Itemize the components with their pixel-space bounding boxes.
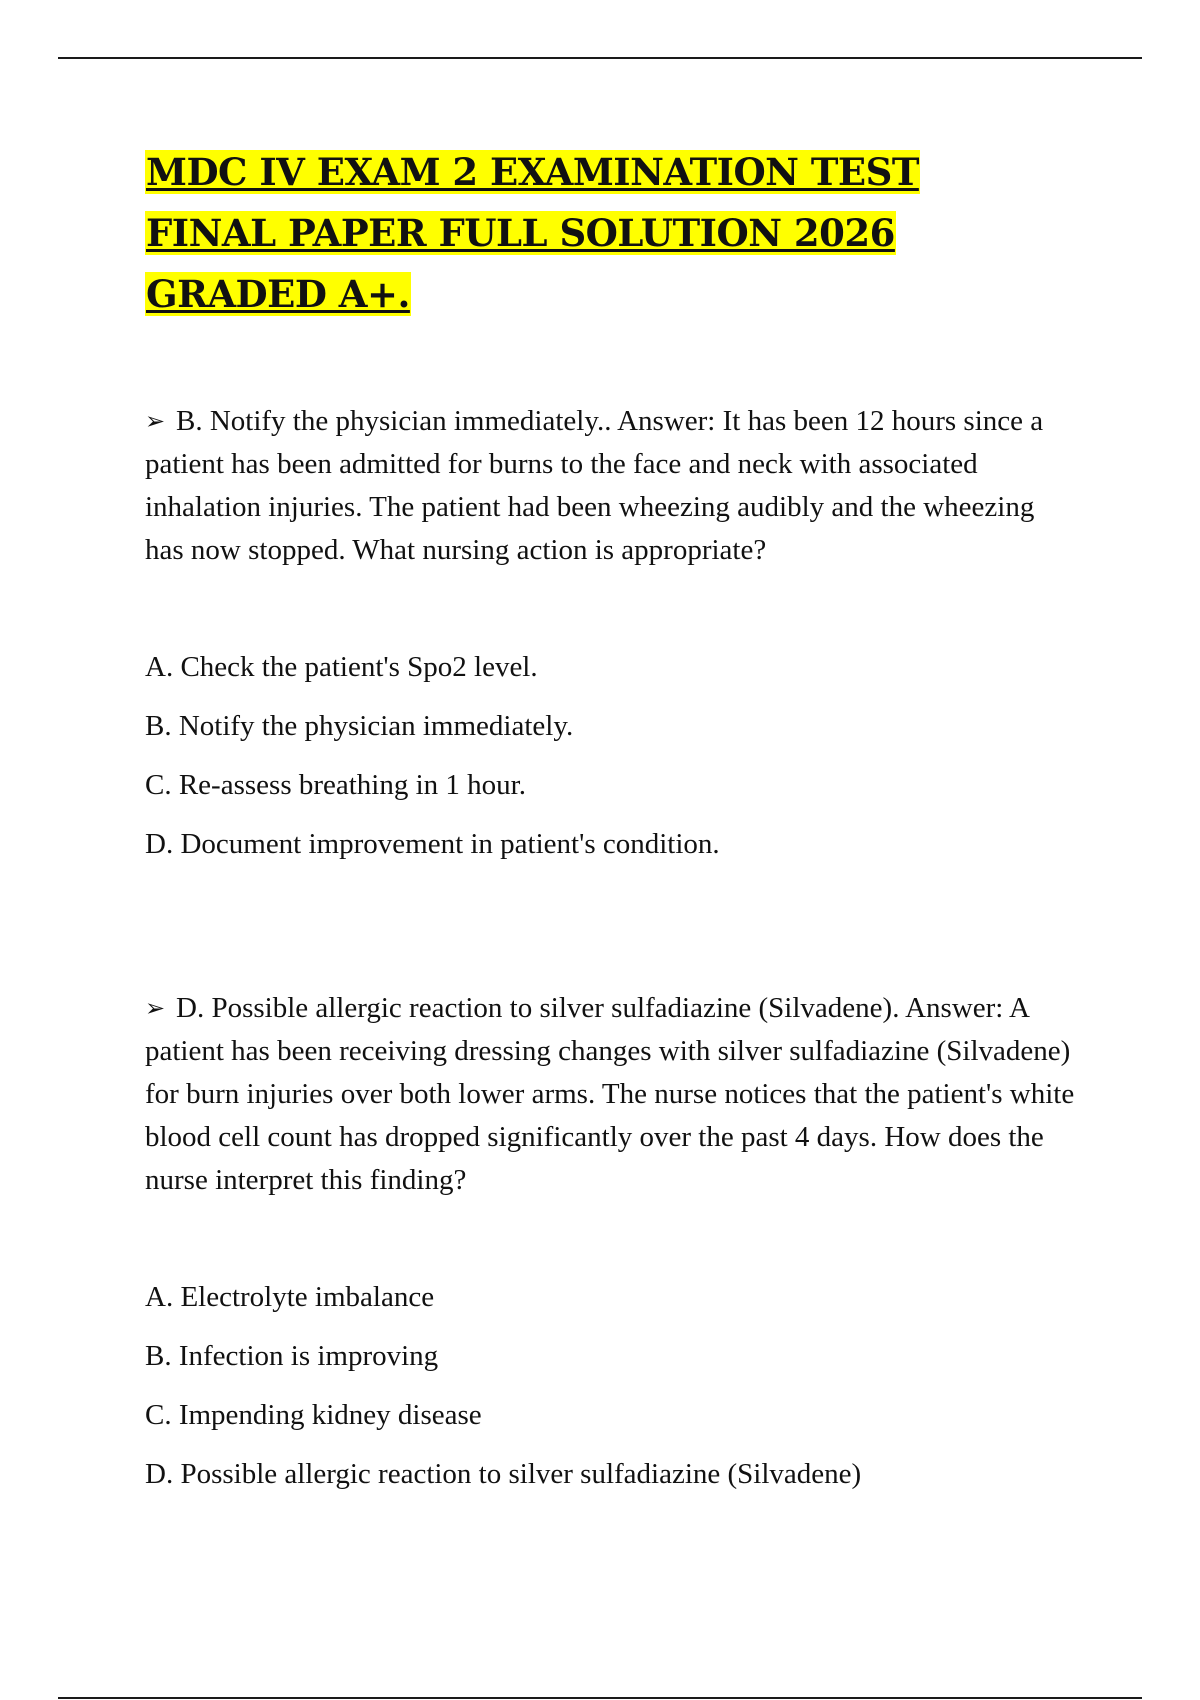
option-c: C. Re-assess breathing in 1 hour. — [145, 769, 526, 801]
option-b: B. Infection is improving — [145, 1340, 439, 1372]
bottom-rule — [58, 1697, 1142, 1699]
option-b: B. Notify the physician immediately. — [145, 710, 574, 742]
document-title — [145, 142, 1045, 325]
question-2-options — [145, 1268, 1075, 1504]
option-d: D. Possible allergic reaction to silver sulfadiazine (Silvadene) — [145, 1458, 862, 1490]
option-d: D. Document improvement in patient's condition. — [145, 828, 720, 860]
question-block-1 — [145, 400, 1075, 874]
arrow-bullet-icon: ➢ — [145, 994, 166, 1022]
option-a: A. Electrolyte imbalance — [145, 1281, 435, 1313]
question-1-text: B. Notify the physician immediately.. Answer: It has been 12 hours since a patient has been admitted for burns to the face and neck with associated inhalation injuries. The patient had been wheezing audibly and the wheezing has now stopped. What nursing action is appropriate? — [145, 405, 1044, 566]
top-rule — [58, 57, 1142, 59]
document-title-text: MDC IV EXAM 2 EXAMINATION TEST FINAL PAPER FULL SOLUTION 2026 GRADED A+. — [146, 150, 919, 316]
question-1 — [145, 400, 1075, 572]
question-2-text: D. Possible allergic reaction to silver sulfadiazine (Silvadene). Answer: A patient has been receiving dressing changes with silver sulfadiazine (Silvadene) for burn injuries over both lower arms. The nurse notices that the patient's white blood cell count has dropped significantly over the past 4 days. How does the nurse interpret this finding? — [145, 992, 1075, 1196]
question-1-options — [145, 638, 1075, 874]
question-2 — [145, 987, 1075, 1202]
question-block-2 — [145, 987, 1075, 1504]
option-a: A. Check the patient's Spo2 level. — [145, 651, 538, 683]
option-c: C. Impending kidney disease — [145, 1399, 482, 1431]
arrow-bullet-icon: ➢ — [145, 407, 166, 435]
